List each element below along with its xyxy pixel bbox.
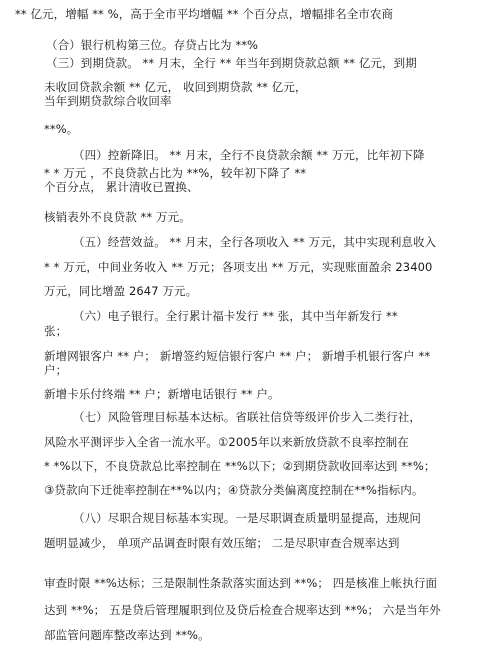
text-line-21: * *%以下，不良贷款总比率控制在 **%以下；②到期贷款收回率达到 **%； — [44, 459, 436, 473]
text-line-16: 新增网银客户 ** 户； 新增签约短信银行客户 ** 户； 新增手机银行客户 ** — [44, 349, 431, 363]
text-line-24: 题明显减少， 单项产品调查时限有效压缩； 二是尽职审查合规率达到 — [44, 536, 400, 550]
text-line-25: 审查时限 **%达标；三是限制性条款落实面达到 **%； 四是核准上帐执行面 — [44, 576, 438, 590]
text-line-4: 未收回贷款余额 ** 亿元， 收回到期贷款 ** 亿元， — [44, 80, 307, 94]
text-line-3: （三）到期贷款。 ** 月末，全行 ** 年当年到期贷款总额 ** 亿元，到期 — [46, 56, 417, 70]
text-line-6: **%。 — [44, 122, 79, 136]
text-line-18: 新增卡乐付终端 ** 户；新增电话银行 ** 户。 — [44, 387, 280, 401]
text-line-26: 达到 **%； 五是贷后管理履职到位及贷后检查合规率达到 **%； 六是当年外 — [44, 603, 441, 617]
text-line-10: 核销表外不良贷款 ** 万元。 — [44, 210, 191, 224]
text-line-27: 部监管问题库整改率达到 **%。 — [44, 628, 210, 642]
text-line-11: （五）经营效益。 ** 月末，全行各项收入 ** 万元，其中实现利息收入 — [73, 235, 437, 249]
text-line-22: ③贷款向下迁徙率控制在**%以内；④贷款分类偏离度控制在**%指标内。 — [44, 483, 424, 497]
text-line-23: （八）尽职合规目标基本实现。一是尽职调查质量明显提高，违规问 — [73, 511, 421, 525]
text-line-7: （四）控新降旧。 ** 月末，全行不良贷款余额 ** 万元，比年初下降 — [73, 148, 425, 162]
text-line-2: （合）银行机构第三位。存贷占比为 **% — [46, 38, 259, 52]
text-line-15: 张； — [44, 324, 68, 338]
text-line-19: （七）风险管理目标基本达标。省联社信贷等级评价步入二类行社， — [73, 410, 421, 424]
text-line-5: 当年到期贷款综合收回率 — [44, 94, 172, 108]
text-line-9: 个百分点， 累计清收已置换、 — [44, 180, 199, 194]
text-line-14: （六）电子银行。全行累计福卡发行 ** 张，其中当年新发行 ** — [73, 309, 398, 323]
text-line-17: 户； — [44, 363, 68, 377]
text-line-13: 万元，同比增盈 2647 万元。 — [44, 284, 198, 298]
text-line-20: 风险水平测评步入全省一流水平。①2005年以来新放贷款不良率控制在 — [44, 435, 409, 449]
text-line-8: * * 万元 ，不良贷款占比为 **%，较年初下降了 ** — [44, 166, 307, 180]
text-line-1: ** 亿元，增幅 ** %，高于全市平均增幅 ** 个百分点，增幅排名全市农商 — [15, 7, 394, 21]
text-line-12: * * 万元，中间业务收入 ** 万元；各项支出 ** 万元，实现账面盈余 23400 — [44, 260, 433, 274]
